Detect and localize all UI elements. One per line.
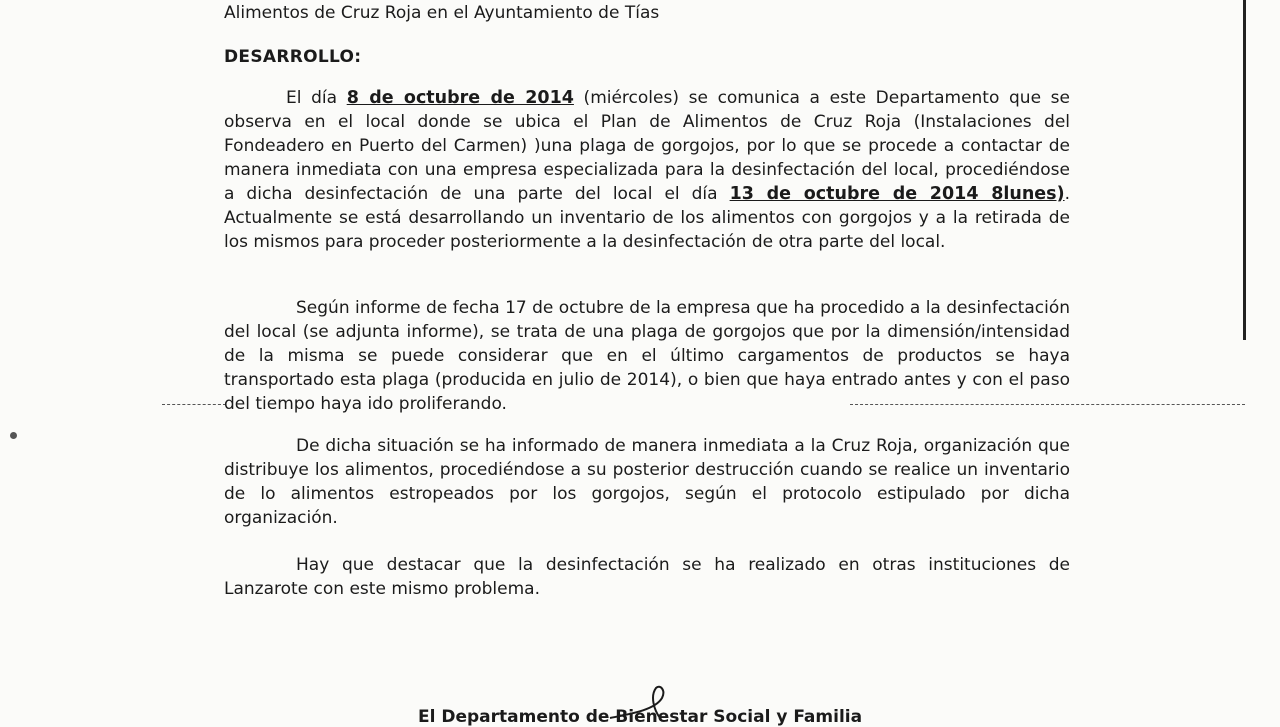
header-line: Alimentos de Cruz Roja en el Ayuntamiento de Tías: [224, 3, 660, 23]
section-title: DESARROLLO:: [224, 47, 362, 67]
page-edge-tick: [1243, 328, 1246, 338]
paragraph-3: De dicha situación se ha informado de manera inmediata a la Cruz Roja, organización que distribuye los alimentos, procediéndose a su posterior destrucción cuando se realice un inventario de lo alimentos estropeados por los gorgojos, según el protocolo estipulado por dicha organización.: [224, 436, 1070, 528]
paragraph-1: [224, 86, 1070, 254]
signature-line: El Departamento de Bienestar Social y Familia: [418, 707, 863, 727]
paragraph-4: Hay que destacar que la desinfectación se ha realizado en otras instituciones de Lanzarote con este mismo problema.: [224, 555, 1070, 599]
fold-line-left: [162, 404, 226, 405]
date-8-october: 8 de octubre de 2014: [346, 88, 574, 108]
page-edge: [1243, 0, 1246, 340]
paragraph-1-part-1: El día: [286, 88, 347, 108]
date-13-october: 13 de octubre de 2014 8lunes): [729, 184, 1065, 204]
paragraph-1-part-2: (miércoles) se comunica a este Departamento que se observa en el local donde se ubica el Plan de Alimentos de Cruz Roja (Instalaciones del Fondeadero en Puerto del Carmen) )una plaga de gorgojos, por lo que se procede a contactar de manera inmediata con una empresa especializada para la desinfectación del local, procediéndose a dicha desinfectación de una parte del local el día: [224, 88, 1070, 204]
paragraph-1-part-3: . Actualmente se está desarrollando un inventario de los alimentos con gorgojos y a la retirada de los mismos para proceder posteriormente a la desinfectación de otra parte del local.: [224, 184, 1070, 252]
scan-speck: [10, 432, 17, 439]
paragraph-2: Según informe de fecha 17 de octubre de la empresa que ha procedido a la desinfectación del local (se adjunta informe), se trata de una plaga de gorgojos que por la dimensión/intensidad de la misma se puede considerar que en el último cargamentos de productos se haya transportado esta plaga (producida en julio de 2014), o bien que haya entrado antes y con el paso del tiempo haya ido proliferando.: [224, 298, 1070, 414]
